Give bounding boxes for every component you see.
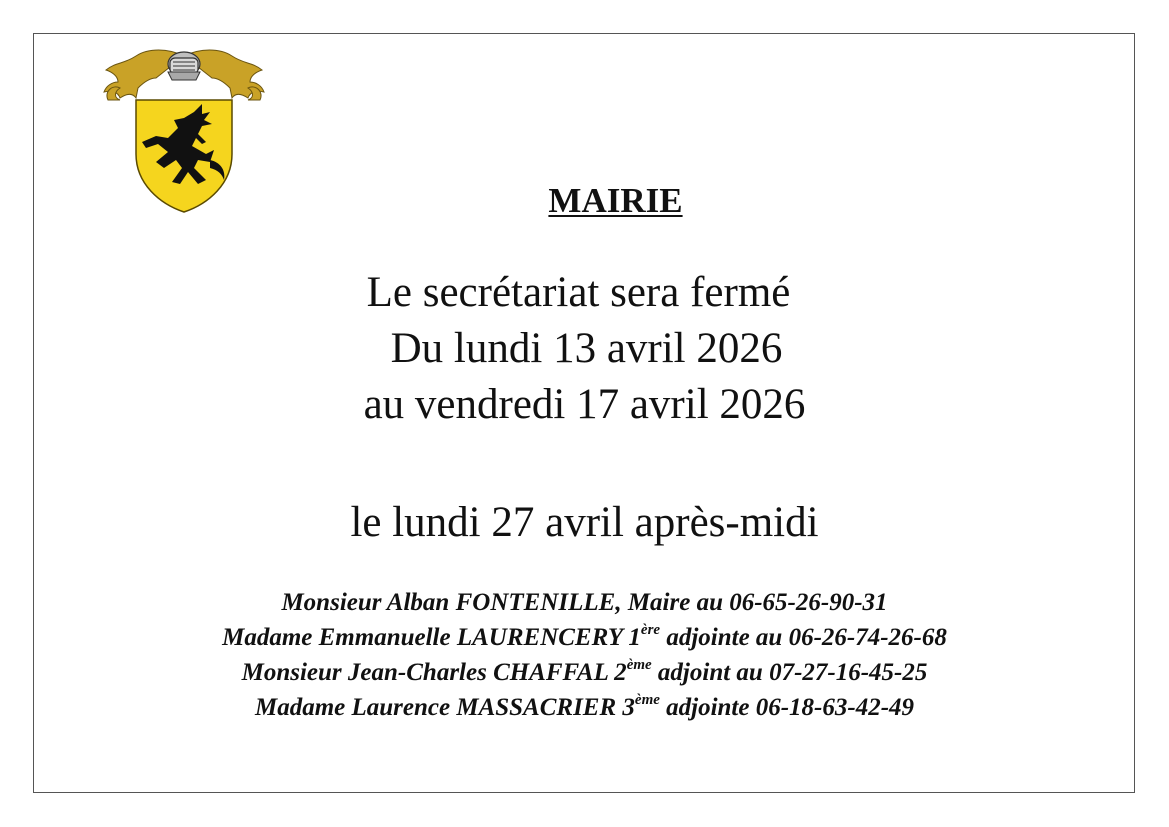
contact-line-mayor: [0, 585, 1169, 620]
ordinal-suffix: ème: [634, 691, 660, 708]
contact-text: Monsieur Jean-Charles CHAFFAL 2: [241, 659, 627, 686]
contact-text: Madame Emmanuelle LAURENCERY 1: [222, 624, 641, 651]
ordinal-suffix: ème: [626, 656, 652, 673]
page-title: MAIRIE: [548, 181, 683, 220]
contact-line-second-deputy: [0, 655, 1169, 690]
ordinal-suffix: ère: [640, 621, 661, 638]
contact-text-after: adjointe au 06-26-74-26-68: [660, 624, 947, 651]
closure-start-date: Du lundi 13 avril 2026: [390, 325, 783, 372]
contact-line-first-deputy: [0, 620, 1169, 655]
contact-list: [0, 585, 1169, 725]
contact-line-third-deputy: [0, 690, 1169, 725]
closure-notice-line: Le secrétariat sera fermé: [366, 269, 791, 316]
contact-text-after: adjointe 06-18-63-42-49: [659, 694, 915, 721]
contact-text: Monsieur Alban FONTENILLE, Maire au 06-65-26-90-31: [281, 589, 888, 616]
contact-text-after: adjoint au 07-27-16-45-25: [651, 659, 928, 686]
closure-end-date: au vendredi 17 avril 2026: [363, 381, 806, 428]
additional-closure-date: le lundi 27 avril après-midi: [350, 499, 819, 546]
contact-text: Madame Laurence MASSACRIER 3: [254, 694, 635, 721]
